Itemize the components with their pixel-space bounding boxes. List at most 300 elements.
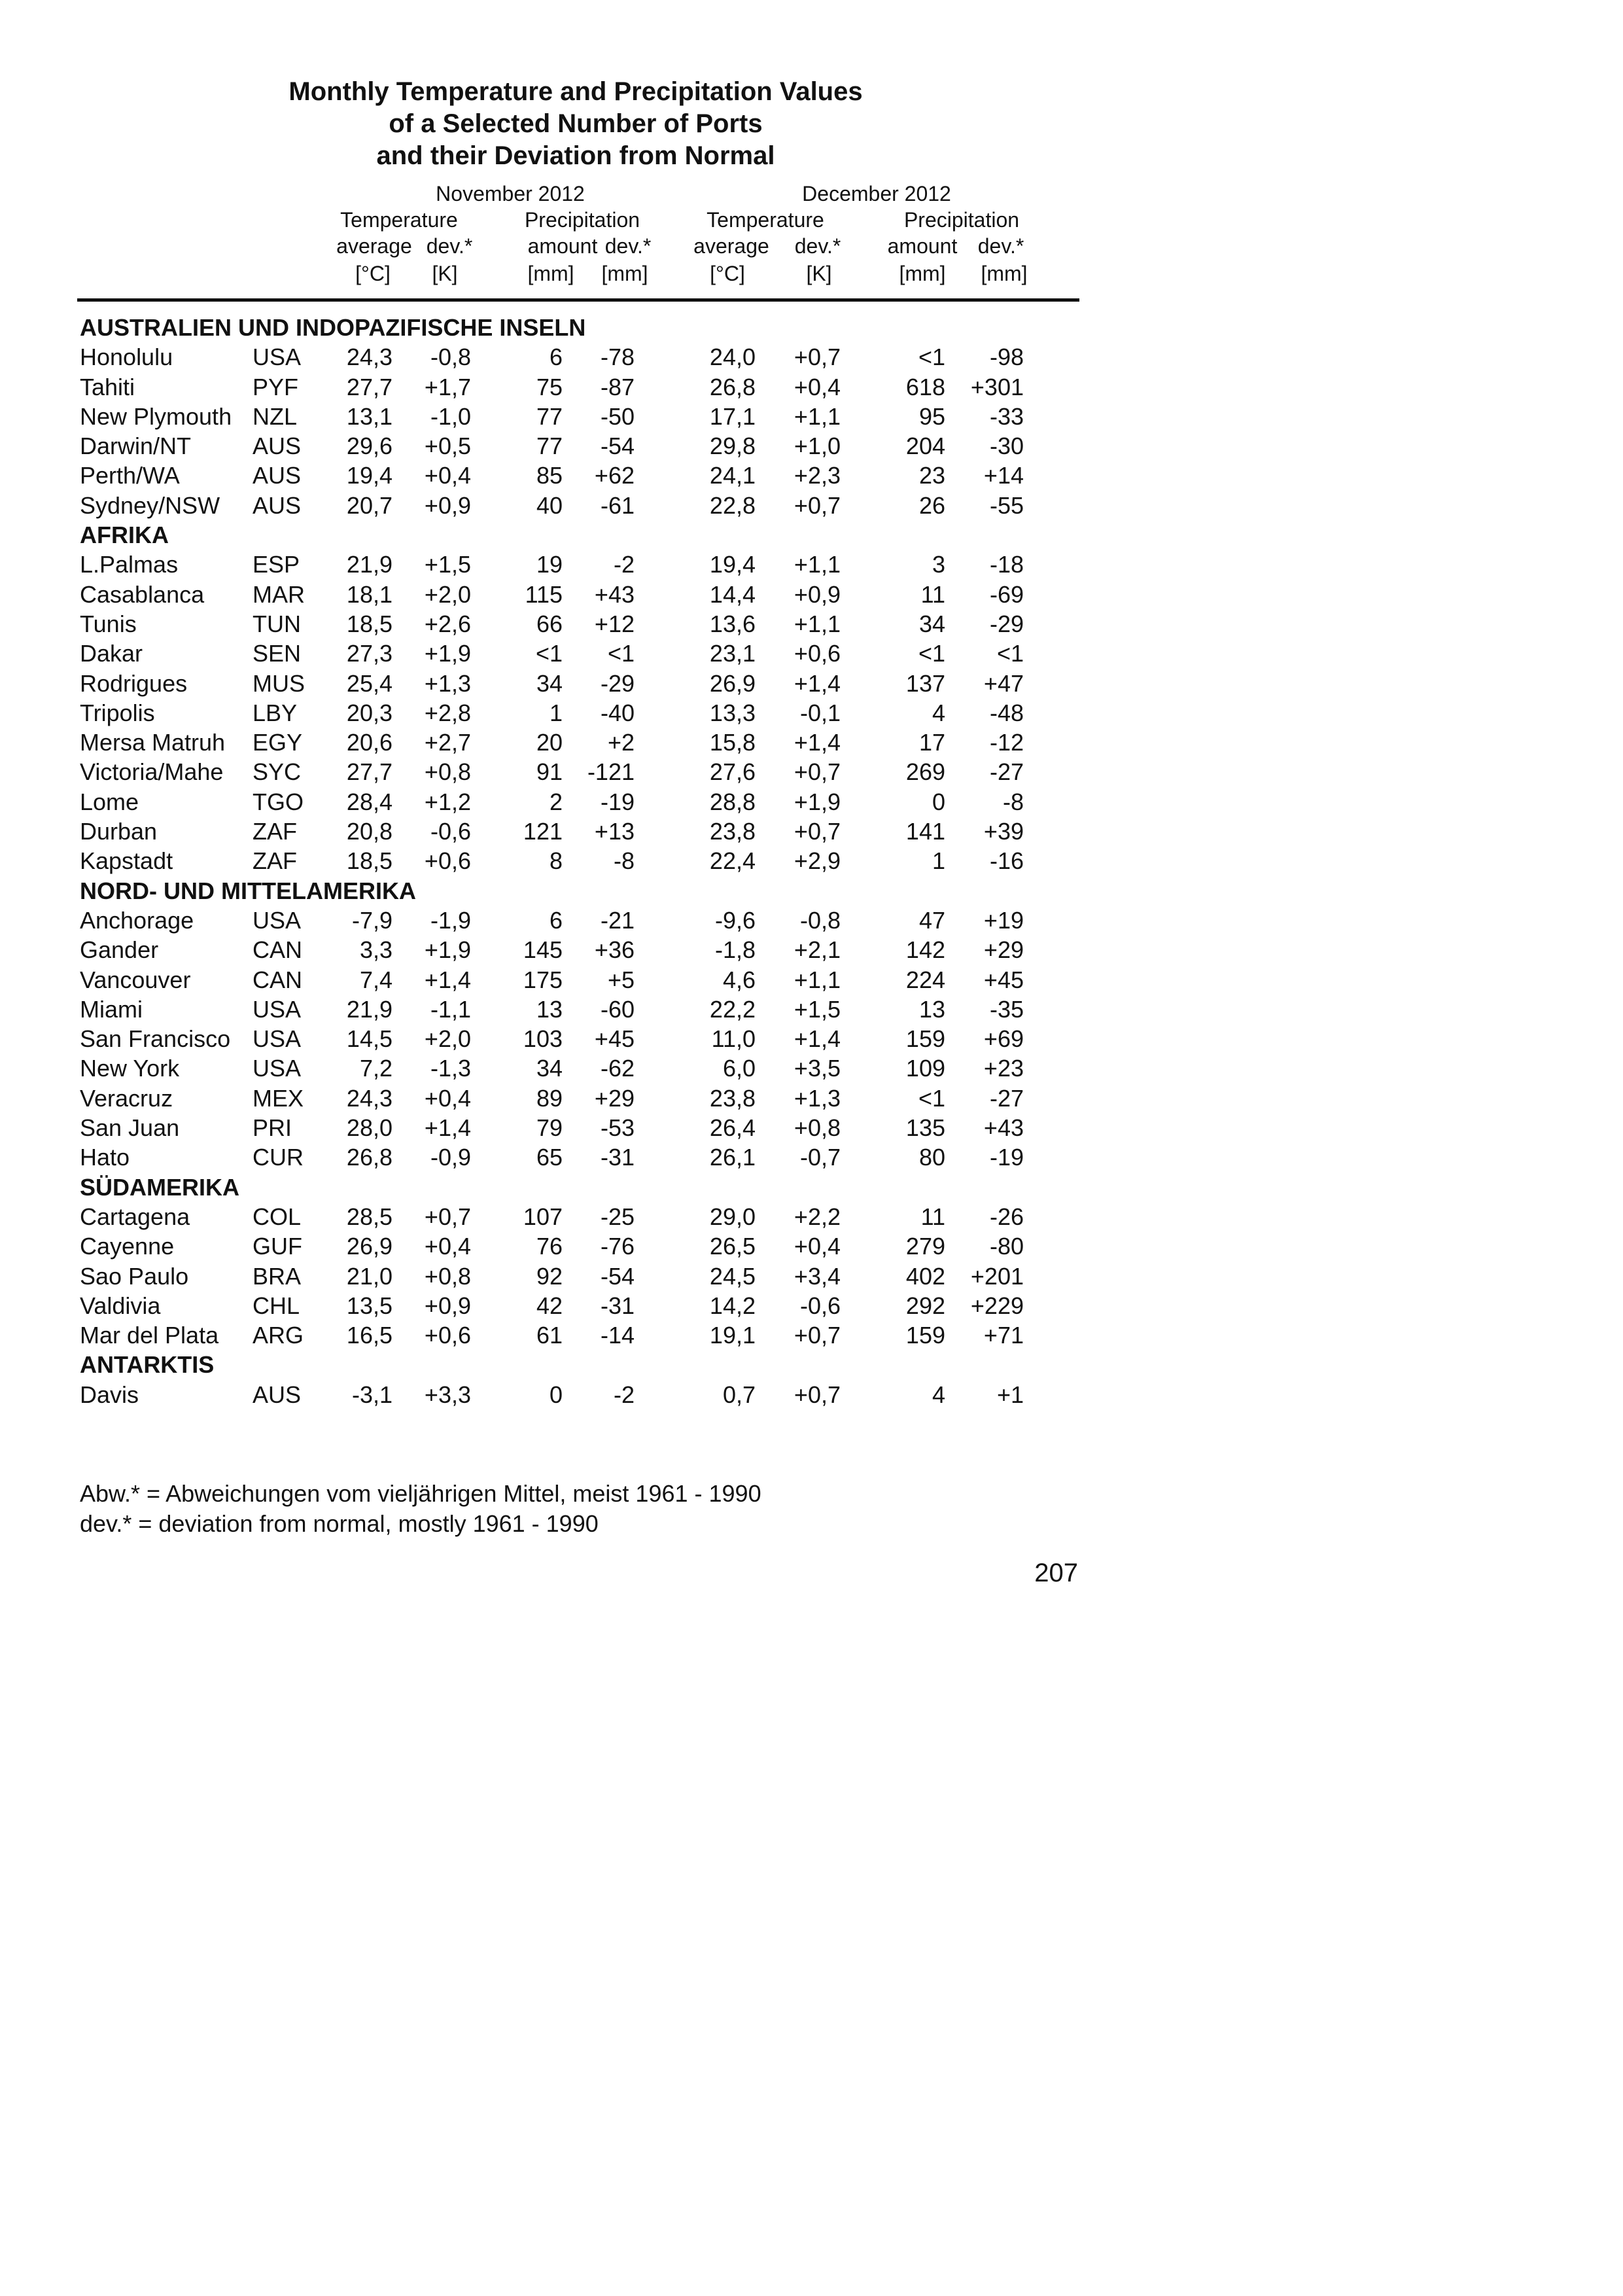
value-cell: 6,0 [722, 1055, 756, 1082]
value-cell: 13 [918, 995, 945, 1023]
country-code: AUS [253, 1381, 302, 1408]
value-cell: +1,1 [794, 402, 841, 430]
country-code: USA [253, 906, 302, 934]
country-code: AUS [253, 433, 302, 460]
table-row [0, 846, 1623, 875]
value-cell: 109 [905, 1055, 945, 1082]
value-cell: 19,1 [709, 1322, 756, 1349]
value-cell: +0,4 [424, 1233, 471, 1260]
value-cell: 1 [549, 699, 563, 726]
footnote-german: Abw.* = Abweichungen vom vieljährigen Mittel, meist 1961 - 1990 [80, 1480, 761, 1507]
value-cell: +36 [594, 936, 635, 964]
table-row [0, 669, 1623, 698]
value-cell: 4 [932, 699, 945, 726]
value-cell: +43 [983, 1114, 1024, 1142]
value-cell: +2,2 [794, 1203, 841, 1230]
port-name: Perth/WA [80, 462, 180, 489]
country-code: LBY [253, 699, 298, 726]
section-heading: SÜDAMERIKA [80, 1173, 240, 1201]
port-name: Hato [80, 1144, 130, 1171]
value-cell: 4,6 [722, 966, 756, 993]
table-row [0, 698, 1623, 728]
value-cell: -3,1 [351, 1381, 393, 1408]
value-cell: 19,4 [709, 551, 756, 578]
value-cell: -87 [600, 373, 635, 400]
table-row [0, 1024, 1623, 1053]
value-cell: 24,1 [709, 462, 756, 489]
value-cell: 17 [918, 729, 945, 756]
value-cell: 47 [918, 906, 945, 934]
table-row [0, 1380, 1623, 1409]
value-cell: 11 [920, 1203, 945, 1230]
value-cell: 2 [549, 788, 563, 815]
port-name: Cayenne [80, 1233, 175, 1260]
value-cell: 107 [523, 1203, 563, 1230]
value-cell: +1,4 [424, 1114, 471, 1142]
value-cell: -33 [989, 402, 1024, 430]
value-cell: +45 [594, 1025, 635, 1053]
value-cell: 175 [523, 966, 563, 993]
value-cell: +1,5 [424, 551, 471, 578]
port-name: Durban [80, 818, 158, 845]
port-name: Valdivia [80, 1292, 161, 1319]
country-code: BRA [253, 1262, 302, 1290]
table-row [0, 787, 1623, 817]
header-temperature-nov: Temperature [340, 208, 458, 232]
value-cell: 14,5 [346, 1025, 393, 1053]
header-temperature-dec: Temperature [707, 208, 824, 232]
country-code: PRI [253, 1114, 292, 1142]
value-cell: +39 [983, 818, 1024, 845]
port-name: Honolulu [80, 344, 173, 371]
value-cell: 20,7 [346, 491, 393, 519]
value-cell: 29,8 [709, 433, 756, 460]
value-cell: 18,5 [346, 610, 393, 637]
country-code: SYC [253, 758, 302, 786]
value-cell: 23,8 [709, 818, 756, 845]
value-cell: 89 [536, 1084, 563, 1112]
section-heading: ANTARKTIS [80, 1351, 215, 1379]
value-cell: +1,4 [424, 966, 471, 993]
value-cell: 77 [536, 402, 563, 430]
value-cell: 20,3 [346, 699, 393, 726]
value-cell: 11 [920, 580, 945, 608]
country-code: USA [253, 344, 302, 371]
value-cell: 34 [536, 669, 563, 697]
header-dev-prec-nov: dev.* [604, 234, 652, 258]
value-cell: 137 [905, 669, 945, 697]
period-december: December 2012 [802, 182, 951, 205]
value-cell: -31 [600, 1292, 635, 1319]
country-code: TUN [253, 610, 301, 637]
value-cell: <1 [918, 640, 945, 667]
header-amount-nov: amount [527, 234, 598, 258]
country-code: GUF [253, 1233, 302, 1260]
value-cell: 24,3 [346, 344, 393, 371]
value-cell: -61 [600, 491, 635, 519]
value-cell: 0,7 [722, 1381, 756, 1408]
value-cell: +0,7 [794, 1322, 841, 1349]
value-cell: 28,4 [346, 788, 393, 815]
country-code: NZL [253, 402, 298, 430]
table-row [0, 580, 1623, 609]
header-precipitation-nov: Precipitation [524, 208, 640, 232]
value-cell: +0,7 [424, 1203, 471, 1230]
value-cell: 402 [905, 1262, 945, 1290]
title-line-3: and their Deviation from Normal [376, 141, 775, 170]
value-cell: -0,8 [799, 906, 841, 934]
value-cell: +0,6 [424, 1322, 471, 1349]
port-name: Miami [80, 995, 143, 1023]
value-cell: -53 [600, 1114, 635, 1142]
value-cell: 22,2 [709, 995, 756, 1023]
value-cell: -78 [600, 344, 635, 371]
unit-k-dec: [K] [806, 262, 832, 285]
value-cell: 15,8 [709, 729, 756, 756]
value-cell: -25 [600, 1203, 635, 1230]
port-name: San Francisco [80, 1025, 231, 1053]
section-heading: NORD- UND MITTELAMERIKA [80, 877, 416, 904]
value-cell: +0,4 [794, 373, 841, 400]
value-cell: +229 [970, 1292, 1024, 1319]
value-cell: +5 [607, 966, 635, 993]
table-row [0, 935, 1623, 964]
value-cell: +0,7 [794, 344, 841, 371]
value-cell: 80 [918, 1144, 945, 1171]
country-code: AUS [253, 462, 302, 489]
value-cell: +0,8 [424, 758, 471, 786]
data-table-body [0, 313, 1623, 1409]
value-cell: 26,5 [709, 1233, 756, 1260]
value-cell: -19 [989, 1144, 1024, 1171]
value-cell: 6 [549, 344, 563, 371]
value-cell: +0,4 [424, 462, 471, 489]
value-cell: +1,9 [424, 640, 471, 667]
unit-k-nov: [K] [432, 262, 458, 285]
value-cell: +23 [983, 1055, 1024, 1082]
value-cell: <1 [918, 1084, 945, 1112]
table-row [0, 402, 1623, 431]
country-code: USA [253, 1025, 302, 1053]
value-cell: +1,7 [424, 373, 471, 400]
port-name: Darwin/NT [80, 433, 192, 460]
table-row [0, 431, 1623, 461]
value-cell: 95 [918, 402, 945, 430]
value-cell: 279 [905, 1233, 945, 1260]
value-cell: 42 [536, 1292, 563, 1319]
value-cell: +1,5 [794, 995, 841, 1023]
value-cell: +29 [594, 1084, 635, 1112]
value-cell: 3 [932, 551, 945, 578]
unit-mm-amount-nov: [mm] [527, 262, 574, 285]
value-cell: +2,9 [794, 847, 841, 875]
value-cell: +0,4 [424, 1084, 471, 1112]
country-code: ZAF [253, 818, 297, 845]
unit-c-nov: [°C] [355, 262, 391, 285]
value-cell: 0 [932, 788, 945, 815]
value-cell: -48 [989, 699, 1024, 726]
value-cell: +1,4 [794, 1025, 841, 1053]
value-cell: 26,8 [346, 1144, 393, 1171]
value-cell: +2,6 [424, 610, 471, 637]
value-cell: 159 [905, 1322, 945, 1349]
value-cell: 11,0 [711, 1025, 756, 1053]
value-cell: 29,0 [709, 1203, 756, 1230]
unit-c-dec: [°C] [710, 262, 745, 285]
value-cell: 76 [536, 1233, 563, 1260]
value-cell: +71 [983, 1322, 1024, 1349]
country-code: ZAF [253, 847, 297, 875]
table-row [0, 342, 1623, 372]
country-code: AUS [253, 491, 302, 519]
value-cell: +1,1 [794, 966, 841, 993]
port-name: San Juan [80, 1114, 180, 1142]
header-rule [77, 298, 1079, 302]
value-cell: <1 [607, 640, 635, 667]
value-cell: 75 [536, 373, 563, 400]
country-code: EGY [253, 729, 303, 756]
value-cell: -1,1 [430, 995, 471, 1023]
value-cell: -26 [989, 1203, 1024, 1230]
value-cell: +47 [983, 669, 1024, 697]
value-cell: 159 [905, 1025, 945, 1053]
value-cell: +19 [983, 906, 1024, 934]
header-amount-dec: amount [887, 234, 958, 258]
value-cell: -121 [587, 758, 635, 786]
value-cell: +1,3 [794, 1084, 841, 1112]
value-cell: +0,7 [794, 491, 841, 519]
header-precipitation-dec: Precipitation [903, 208, 1020, 232]
value-cell: 91 [536, 758, 563, 786]
country-code: CHL [253, 1292, 300, 1319]
value-cell: +301 [970, 373, 1024, 400]
unit-mm-dev-nov: [mm] [601, 262, 648, 285]
value-cell: 24,5 [709, 1262, 756, 1290]
value-cell: 19 [536, 551, 563, 578]
table-row [0, 491, 1623, 520]
value-cell: 3,3 [359, 936, 393, 964]
value-cell: -55 [989, 491, 1024, 519]
value-cell: -16 [989, 847, 1024, 875]
header-dev-temp-nov: dev.* [426, 234, 473, 258]
value-cell: +0,4 [794, 1233, 841, 1260]
country-code: USA [253, 1055, 302, 1082]
value-cell: +1,4 [794, 729, 841, 756]
table-row [0, 817, 1623, 846]
value-cell: 28,8 [709, 788, 756, 815]
value-cell: 13 [536, 995, 563, 1023]
port-name: Victoria/Mahe [80, 758, 224, 786]
value-cell: +2 [607, 729, 635, 756]
port-name: New York [80, 1055, 180, 1082]
value-cell: 21,9 [346, 551, 393, 578]
value-cell: -0,9 [430, 1144, 471, 1171]
value-cell: -30 [989, 433, 1024, 460]
value-cell: 34 [536, 1055, 563, 1082]
value-cell: +0,7 [794, 818, 841, 845]
port-name: Tunis [80, 610, 137, 637]
value-cell: 27,7 [346, 373, 393, 400]
period-november: November 2012 [436, 182, 585, 205]
value-cell: 18,5 [346, 847, 393, 875]
value-cell: 34 [918, 610, 945, 637]
value-cell: 85 [536, 462, 563, 489]
value-cell: <1 [996, 640, 1024, 667]
value-cell: 4 [932, 1381, 945, 1408]
table-row [0, 1262, 1623, 1291]
value-cell: 17,1 [709, 402, 756, 430]
value-cell: +201 [970, 1262, 1024, 1290]
value-cell: 292 [905, 1292, 945, 1319]
unit-mm-amount-dec: [mm] [899, 262, 946, 285]
table-row [0, 728, 1623, 757]
value-cell: 23,8 [709, 1084, 756, 1112]
value-cell: -19 [600, 788, 635, 815]
value-cell: +2,3 [794, 462, 841, 489]
title-line-2: of a Selected Number of Ports [389, 109, 763, 138]
value-cell: 40 [536, 491, 563, 519]
value-cell: +29 [983, 936, 1024, 964]
value-cell: 115 [525, 580, 563, 608]
section-row [0, 1350, 1623, 1379]
value-cell: -80 [989, 1233, 1024, 1260]
value-cell: 1 [932, 847, 945, 875]
value-cell: 16,5 [346, 1322, 393, 1349]
port-name: Dakar [80, 640, 143, 667]
value-cell: -50 [600, 402, 635, 430]
port-name: Rodrigues [80, 669, 188, 697]
value-cell: +1,1 [794, 551, 841, 578]
value-cell: 14,4 [709, 580, 756, 608]
value-cell: 26,9 [346, 1233, 393, 1260]
header-average-nov: average [336, 234, 412, 258]
value-cell: 0 [549, 1381, 563, 1408]
value-cell: +1,9 [424, 936, 471, 964]
value-cell: 22,8 [709, 491, 756, 519]
value-cell: 20 [536, 729, 563, 756]
value-cell: 135 [905, 1114, 945, 1142]
country-code: SEN [253, 640, 302, 667]
value-cell: +0,6 [794, 640, 841, 667]
value-cell: +2,1 [794, 936, 841, 964]
section-row [0, 520, 1623, 550]
country-code: MEX [253, 1084, 304, 1112]
value-cell: 77 [536, 433, 563, 460]
value-cell: +62 [594, 462, 635, 489]
value-cell: 23,1 [709, 640, 756, 667]
value-cell: -1,3 [430, 1055, 471, 1082]
value-cell: +0,7 [794, 758, 841, 786]
value-cell: 13,5 [346, 1292, 393, 1319]
section-row [0, 876, 1623, 906]
value-cell: 22,4 [709, 847, 756, 875]
country-code: ARG [253, 1322, 304, 1349]
value-cell: -27 [989, 758, 1024, 786]
value-cell: 27,7 [346, 758, 393, 786]
table-row [0, 1291, 1623, 1320]
value-cell: -18 [989, 551, 1024, 578]
unit-mm-dev-dec: [mm] [981, 262, 1028, 285]
value-cell: -0,6 [430, 818, 471, 845]
port-name: Mar del Plata [80, 1322, 219, 1349]
value-cell: 13,3 [709, 699, 756, 726]
value-cell: 79 [536, 1114, 563, 1142]
value-cell: 8 [549, 847, 563, 875]
port-name: Vancouver [80, 966, 191, 993]
value-cell: 13,1 [346, 402, 393, 430]
value-cell: 26,1 [709, 1144, 756, 1171]
value-cell: -0,1 [799, 699, 841, 726]
value-cell: -14 [600, 1322, 635, 1349]
country-code: ESP [253, 551, 300, 578]
value-cell: -98 [989, 344, 1024, 371]
port-name: Anchorage [80, 906, 194, 934]
value-cell: 6 [549, 906, 563, 934]
value-cell: 224 [905, 966, 945, 993]
value-cell: 7,2 [359, 1055, 393, 1082]
value-cell: -1,0 [430, 402, 471, 430]
table-row [0, 1202, 1623, 1231]
value-cell: +3,5 [794, 1055, 841, 1082]
port-name: Sao Paulo [80, 1262, 189, 1290]
value-cell: +2,0 [424, 1025, 471, 1053]
value-cell: <1 [535, 640, 563, 667]
value-cell: 66 [536, 610, 563, 637]
value-cell: +1,1 [794, 610, 841, 637]
value-cell: +13 [594, 818, 635, 845]
value-cell: +1,0 [794, 433, 841, 460]
value-cell: +0,8 [794, 1114, 841, 1142]
value-cell: -8 [613, 847, 635, 875]
value-cell: +69 [983, 1025, 1024, 1053]
value-cell: -29 [989, 610, 1024, 637]
table-row [0, 1084, 1623, 1113]
value-cell: 145 [523, 936, 563, 964]
value-cell: -9,6 [714, 906, 756, 934]
value-cell: 26,8 [709, 373, 756, 400]
value-cell: 269 [905, 758, 945, 786]
value-cell: +3,4 [794, 1262, 841, 1290]
value-cell: +3,3 [424, 1381, 471, 1408]
value-cell: -54 [600, 433, 635, 460]
value-cell: 26 [918, 491, 945, 519]
value-cell: -12 [989, 729, 1024, 756]
value-cell: 24,3 [346, 1084, 393, 1112]
table-row [0, 1320, 1623, 1350]
country-code: CUR [253, 1144, 304, 1171]
value-cell: 28,5 [346, 1203, 393, 1230]
value-cell: -1,8 [714, 936, 756, 964]
value-cell: 27,6 [709, 758, 756, 786]
header-dev-temp-dec: dev.* [794, 234, 841, 258]
value-cell: -29 [600, 669, 635, 697]
table-row [0, 372, 1623, 402]
value-cell: -21 [600, 906, 635, 934]
value-cell: -8 [1002, 788, 1024, 815]
value-cell: +1,9 [794, 788, 841, 815]
country-code: MAR [253, 580, 305, 608]
value-cell: +0,5 [424, 433, 471, 460]
value-cell: -7,9 [351, 906, 393, 934]
value-cell: 19,4 [346, 462, 393, 489]
value-cell: 20,6 [346, 729, 393, 756]
port-name: Tripolis [80, 699, 155, 726]
country-code: COL [253, 1203, 302, 1230]
header-average-dec: average [693, 234, 769, 258]
page-number: 207 [1034, 1559, 1078, 1587]
value-cell: 65 [536, 1144, 563, 1171]
port-name: Davis [80, 1381, 139, 1408]
